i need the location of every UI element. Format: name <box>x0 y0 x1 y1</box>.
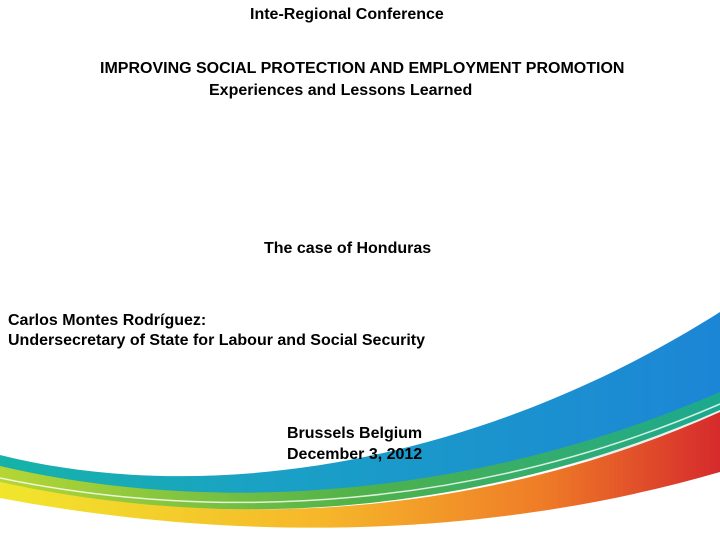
speaker-role: Undersecretary of State for Labour and Social Security <box>8 332 426 349</box>
speaker-name: Carlos Montes Rodríguez: <box>8 312 207 329</box>
case-title: The case of Honduras <box>264 240 432 257</box>
presentation-subtitle: Experiences and Lessons Learned <box>209 82 473 99</box>
event-date: December 3, 2012 <box>287 446 423 463</box>
conference-title: Inte-Regional Conference <box>250 6 444 23</box>
event-location: Brussels Belgium <box>287 425 423 442</box>
presentation-title: IMPROVING SOCIAL PROTECTION AND EMPLOYMENT PROMOTION <box>100 60 625 77</box>
